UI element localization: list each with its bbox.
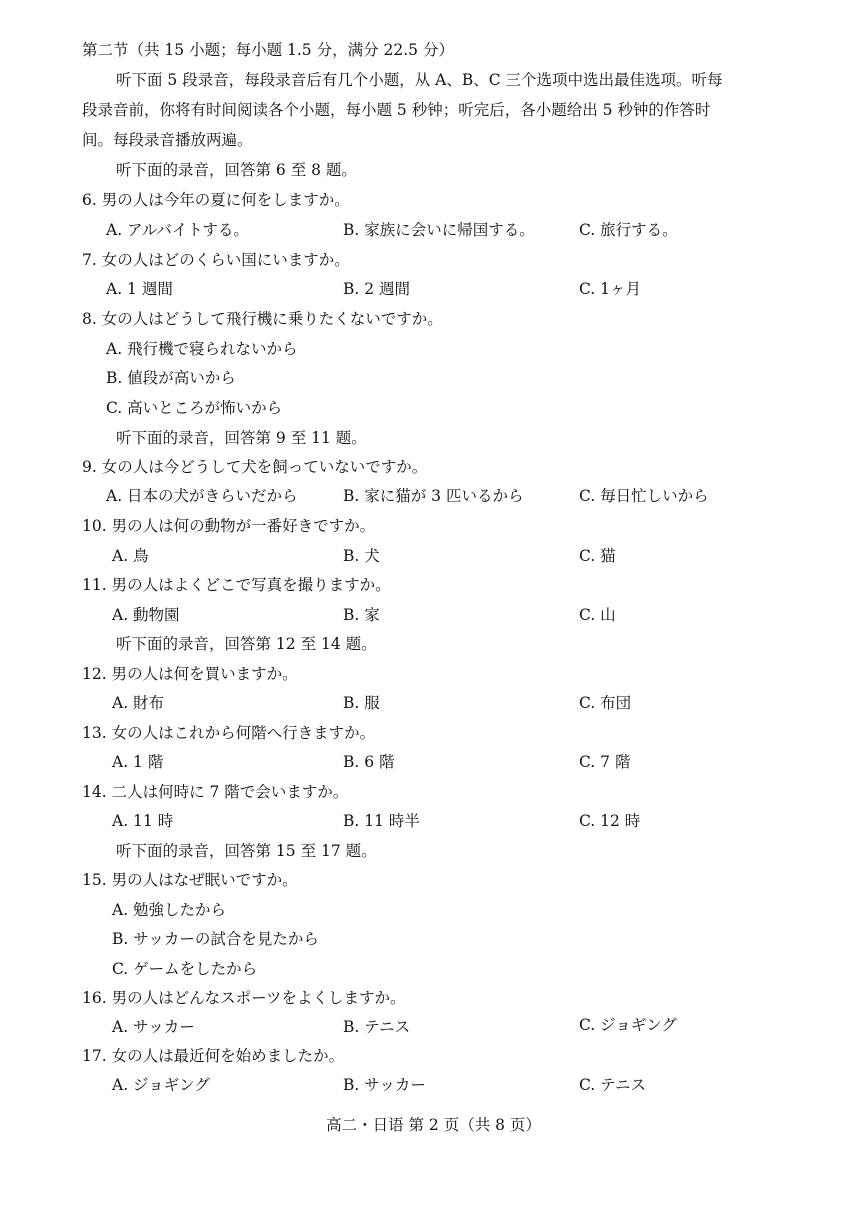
question-stem: 13. 女の人はこれから何階へ行きますか。 (82, 724, 376, 742)
question-stem: 8. 女の人はどうして飛行機に乗りたくないですか。 (82, 310, 443, 328)
option-a: A. 1 週間 (106, 280, 173, 298)
option-a: A. アルバイトする。 (106, 221, 249, 239)
option-b: B. サッカー (343, 1076, 426, 1094)
option-a: A. 動物園 (112, 606, 180, 624)
question-stem: 12. 男の人は何を買いますか。 (82, 665, 298, 683)
option-c: C. テニス (579, 1076, 647, 1094)
option-b: B. 家 (343, 606, 380, 624)
question-stem: 14. 二人は何時に 7 階で会いますか。 (82, 783, 349, 801)
option-b: B. 値段が高いから (106, 369, 236, 387)
segment-intro: 听下面的录音，回答第 9 至 11 题。 (116, 429, 367, 447)
question-stem: 17. 女の人は最近何を始めましたか。 (82, 1047, 345, 1065)
option-c: C. 布団 (579, 694, 632, 712)
option-a: A. 飛行機で寝られないから (106, 340, 298, 358)
option-a: A. 勉強したから (112, 901, 227, 919)
question-stem: 11. 男の人はよくどこで写真を撮りますか。 (82, 576, 391, 594)
option-a: A. 鳥 (112, 547, 149, 565)
option-a: A. 11 時 (112, 812, 174, 830)
option-b: B. 家に猫が 3 匹いるから (343, 487, 524, 505)
option-c: C. 1ヶ月 (579, 280, 642, 298)
option-b: B. 犬 (343, 547, 380, 565)
option-a: A. ジョギング (112, 1076, 210, 1094)
question-stem: 7. 女の人はどのくらい国にいますか。 (82, 251, 350, 269)
question-stem: 6. 男の人は今年の夏に何をしますか。 (82, 191, 350, 209)
option-b: B. 11 時半 (343, 812, 420, 830)
question-stem: 9. 女の人は今どうして犬を飼っていないですか。 (82, 458, 428, 476)
segment-intro: 听下面的录音，回答第 12 至 14 题。 (116, 635, 377, 653)
option-c: C. 猫 (579, 547, 616, 565)
option-c: C. 高いところが怖いから (106, 399, 283, 417)
option-a: A. 財布 (112, 694, 165, 712)
option-a: A. 日本の犬がきらいだから (106, 487, 298, 505)
instruction-line-2: 段录音前，你将有时间阅读各个小题，每小题 5 秒钟；听完后，各小题给出 5 秒钟的作答时 (82, 101, 711, 119)
instruction-line-3: 间。每段录音播放两遍。 (82, 131, 253, 149)
question-stem: 15. 男の人はなぜ眠いですか。 (82, 871, 298, 889)
segment-intro: 听下面的录音，回答第 6 至 8 题。 (116, 161, 357, 179)
option-c: C. ジョギング (579, 1016, 677, 1034)
question-stem: 10. 男の人は何の動物が一番好きですか。 (82, 517, 376, 535)
option-c: C. 12 時 (579, 812, 641, 830)
option-a: A. 1 階 (112, 753, 164, 771)
question-stem: 16. 男の人はどんなスポーツをよくしますか。 (82, 989, 406, 1007)
option-b: B. 服 (343, 694, 380, 712)
option-c: C. 山 (579, 606, 616, 624)
option-c: C. 7 階 (579, 753, 631, 771)
option-b: B. 6 階 (343, 753, 395, 771)
option-b: B. 家族に会いに帰国する。 (343, 221, 535, 239)
option-a: A. サッカー (112, 1018, 195, 1036)
segment-intro: 听下面的录音，回答第 15 至 17 题。 (116, 842, 377, 860)
option-c: C. 毎日忙しいから (579, 487, 709, 505)
instruction-line-1: 听下面 5 段录音，每段录音后有几个小题，从 A、B、C 三个选项中选出最佳选项。听每 (116, 71, 723, 89)
option-b: B. テニス (343, 1018, 411, 1036)
option-c: C. ゲームをしたから (112, 960, 258, 978)
section-title: 第二节（共 15 小题；每小题 1.5 分，满分 22.5 分） (82, 41, 454, 59)
option-b: B. サッカーの試合を見たから (112, 930, 319, 948)
option-b: B. 2 週間 (343, 280, 411, 298)
page-footer: 高二・日语 第 2 页（共 8 页） (326, 1116, 541, 1134)
option-c: C. 旅行する。 (579, 221, 678, 239)
